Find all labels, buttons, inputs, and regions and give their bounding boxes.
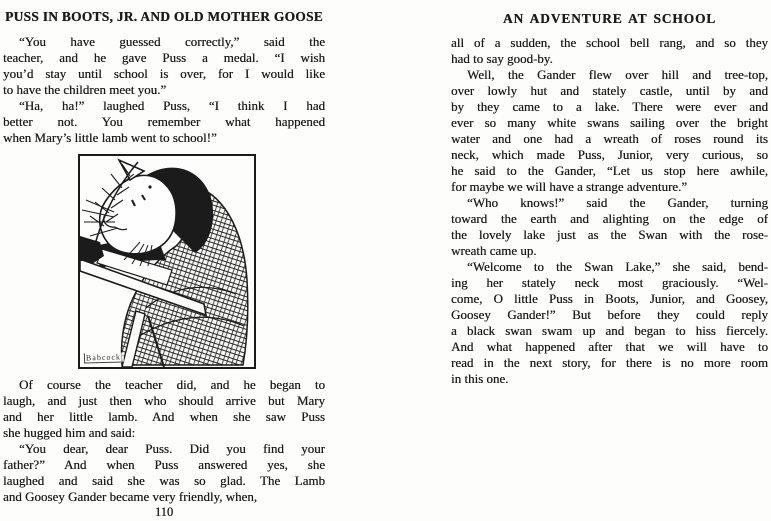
text-line: for maybe we will have a strange adventure.” (451, 179, 688, 194)
cat-head (100, 175, 176, 253)
left-text-bottom (3, 377, 325, 505)
text-line: Well, the Gander flew over hill and tree-top, (467, 67, 768, 82)
text-line: toward the earth and alighting on the edge of (451, 211, 768, 226)
text-line: “Welcome to the Swan Lake,” she said, bend- (467, 259, 768, 274)
illustrator-signature: Babcock (84, 352, 124, 363)
inkwell (80, 248, 91, 261)
text-line: laughed and said she was so glad. The Lamb (3, 473, 325, 488)
right-text (451, 35, 768, 387)
text-line: a black swan swam up and began to hiss fiercely. (451, 323, 768, 338)
paragraph (451, 35, 768, 67)
text-line: wreath came up. (451, 243, 537, 258)
text-line: ever so many white swans sailing over the bright (451, 115, 768, 130)
left-text-top (3, 34, 325, 146)
text-line: in this one. (451, 371, 509, 386)
text-line: And what happened after that we will have to (451, 339, 768, 354)
text-line: come, O little Puss in Boots, Junior, and Goosey, (451, 291, 768, 306)
paragraph (3, 377, 325, 441)
text-line: the lovely lake just as the Swan with the rose- (451, 227, 768, 242)
paragraph (3, 441, 325, 505)
right-running-head: AN ADVENTURE AT SCHOOL (502, 11, 717, 26)
text-line: had to say good-by. (451, 51, 553, 66)
page-number: 110 (154, 505, 174, 519)
text-line: laugh, and just then who should arrive but Mary (3, 393, 325, 408)
text-line: better not. You remember what happened (3, 114, 325, 129)
text-line: “Who knows!” said the Gander, turning (467, 195, 768, 210)
text-line: ing her stately neck most graciously. “Wel- (451, 275, 768, 290)
text-line: Of course the teacher did, and he began to (19, 377, 325, 392)
text-line: “Ha, ha!” laughed Puss, “I think I had (19, 98, 325, 113)
cat-writing-drawing (80, 156, 254, 367)
right-page (451, 0, 768, 387)
text-line: all of a sudden, the school bell rang, and so they (451, 35, 768, 50)
text-line: teacher, and he gave Puss a medal. “I wish (3, 50, 325, 65)
paragraph (451, 67, 768, 195)
text-line: “You have guessed correctly,” said the (19, 34, 325, 49)
text-line: when Mary’s little lamb went to school!” (3, 130, 217, 145)
text-line: read in the next story, for there is no more room (451, 355, 768, 370)
text-line: water and one had a wreath of roses round its (451, 131, 768, 146)
paragraph (451, 259, 768, 387)
paragraph (3, 98, 325, 146)
text-line: and Goosey Gander became very friendly, when, (3, 489, 258, 504)
left-running-head: PUSS IN BOOTS, JR. AND OLD MOTHER GOOSE (5, 9, 323, 24)
text-line: Goosey Gander!” But before they could reply (451, 307, 768, 322)
text-line: he said to the Gander, “Let us stop here awhile, (451, 163, 768, 178)
text-line: she hugged him and said: (3, 425, 136, 440)
text-line: by they came to a lake. There were ever and (451, 99, 768, 114)
text-line: you’d stay until school is over, for I would like (3, 66, 325, 81)
text-line: father?” And when Puss answered yes, she (3, 457, 325, 472)
text-line: “You dear, dear Puss. Did you find your (19, 441, 325, 456)
paragraph (3, 34, 325, 98)
text-line: and her little lamb. And when she saw Puss (3, 409, 325, 424)
text-line: to have the children meet you.” (3, 82, 167, 97)
text-line: over lowly hut and stately castle, until by and (451, 83, 768, 98)
story-illustration (78, 154, 256, 369)
paragraph (451, 195, 768, 259)
left-page (3, 0, 325, 519)
text-line: neck, which made Puss, Junior, very curious, so (451, 147, 768, 162)
